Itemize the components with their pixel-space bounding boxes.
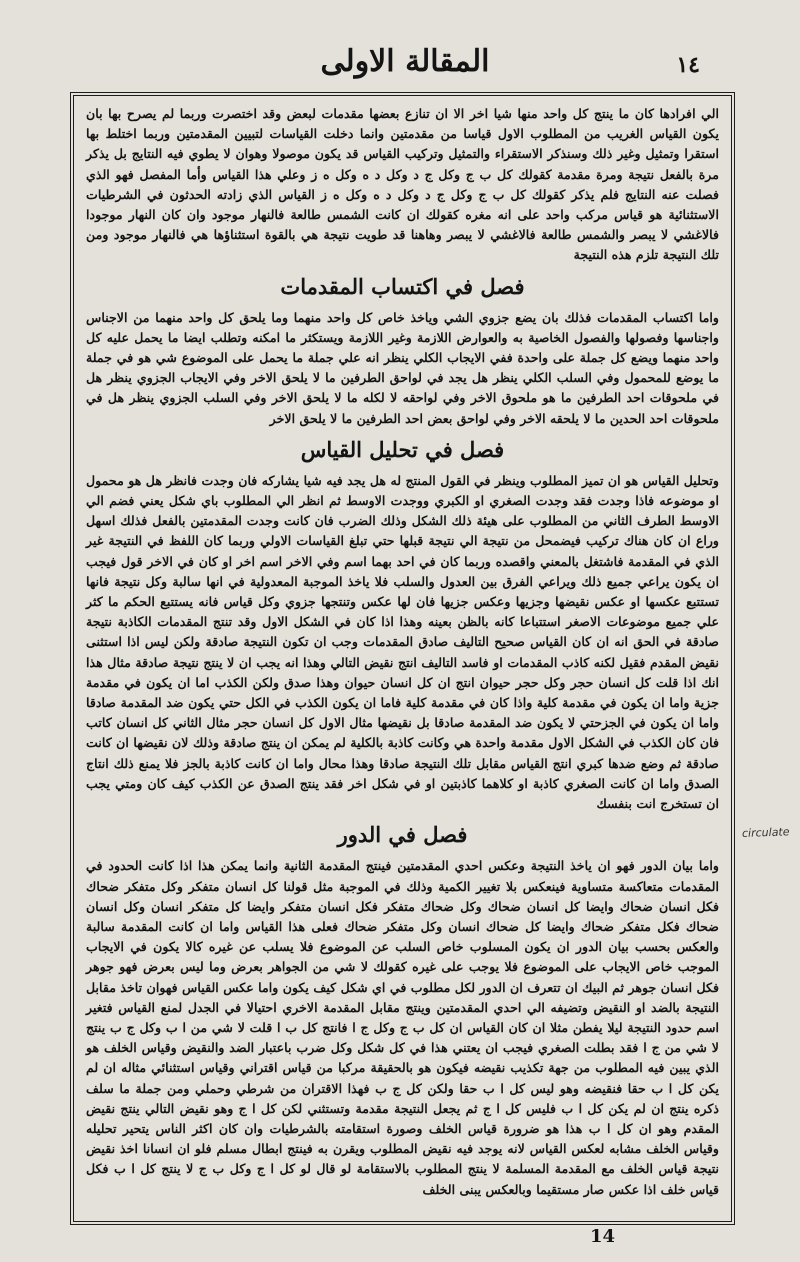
paragraph-circular-proof: واما بيان الدور فهو ان ياخذ النتيجة وعكس احدي المقدمتين فينتج المقدمة الثانية وانما يمكن هذا اذا كانت الحدود في المقدمات متعاكسة متساوية فينعكس بلا تغيير الكمية وذلك في الموجبة مثل قولنا كل انسان متفكر وكل متفكر ضحاك فكل انسان ضحاك وايضا كل انسان ضحاك وكل ضحاك متفكر فكل انسان متفكر وايضا كل متفكر انسان وكل انسان ضحاك فكل متفكر ضحاك وايضا كل ضحاك انسان وكل متفكر ضحاك فعلى هذا القياس واما ان كانت المقدمة سالبة والعكس بحسب بيان الدور ان يكون المسلوب خاص السلب عن الموضوع فلا يسلب عن غيره كالا يكون في الايجاب الموجب خاص الايجاب على الموضوع فلا يوجب على غيره كقولك لا شي من الجواهر بعرض وما ليس بعرض فهو جوهر فكل انسان جوهر ثم البيك ان تتعرف ان الدور لكل مطلوب في اي شكل كيف يكون واما عكس القياس فهوان تاخذ مقابل النتيجة بالضد او النقيض وتضيفه الي احدي المقدمتين وينتج مقابل المقدمة الاخري احتيالا في الجدل لمنع القياس فتغير اسم حدود النتيجة ليلا يفطن مثلا ان كان القياس ان كل ب ج وكل ج ا فانتج كل ب ا قلت لا شي من ا ب وكل ج ب ينتج لا شي من ج ا فقد بطلت الصغري فيجب ان يعتني هذا في كل شكل وكل ضرب باعتبار الضد والنقيض وقياس الخلف هو الذي يبين فيه المطلوب من جهة تكذيب نقيضه فيكون هو بالحقيقة مركبا من قياس اقتراني وقياس استثنائي مثاله ان لم يكن كل ا ب حقا فنقيضه وهو ليس كل ا ب حقا ولكن كل ج ب فهذا الاقتران من شرطي وحملي ومن جملة ما سلف ذكره ينتج ان لم يكن كل ا ب فليس كل ا ج ثم يجعل النتيجة مقدمة وتستثني لكن كل ا ج وهو نقيض التالي ينتج نقيض المقدم وهو ان كل ا ب هذا هو ضرورة قياس الخلف وصورة استقامته بالشرطيات وان كان اكثر الناس يتحير تحليله وقياس الخلف مشابه لعكس القياس لانه يوجد فيه نقيض المطلوب ويقرن به فينتج ابطال مسلم فلو ان انسانا اخذ نقيض نتيجة قياس الخلف مع المقدمة المسلمة لا ينتج المطلوب بالاستقامة لو قال لو كل ا ج وكل ب ج لا ينتج كل ا ب فكل قياس خلف اذا عكس صار مستقيما وبالعكس يبنى الخلف xyxy=(86,858,719,1197)
paragraph-intro: الي افرادها كان ما ينتج كل واحد منها شيا اخر الا ان تنازع بعضها مقدمات لبعض وقد اختصرت وربما لم يصرح بها بان يكون القياس الغريب من المطلوب الاول قياسا من مقدمتين وانما دخلت القياسات لتبيين المقدمتين وربما اختلط بها استقرا وتمثيل وغير ذلك وسنذكر الاستقراء والتمثيل وتركيب القياس قد يكون موصولا وهوان لا يطوي فيه النتايج بل يذكر مرة بالفعل نتيجة ومرة مقدمة كقولك كل ب ج وكل ج د وكل د ه وكل ه ز وعلي هذا القياس وأما المفصل فهو الذي فصلت عنه النتايج فلم يذكر كقولك كل ب ج وكل ج د وكل د ه وكل ه ز القياس الذي زادته الحدثون في الشرطيات الاستثنائية هو قياس مركب واحد على انه مغره كقولك ان كانت الشمس طالعة فالنهار موجود وان كان النهار موجودا فالاغشي لا يبصر والشمس طالعة فالاغشي لا يبصر وهاهنا قد طويت نتيجة هي بالقوة استثناؤها هي فالنهار موجود ومن تلك النتيجة تلزم هذه النتيجة xyxy=(86,106,719,263)
paragraph-acquiring-premises: واما اكتساب المقدمات فذلك بان يضع جزوي الشي وياخذ خاص كل واحد منهما وما يلحق كل واحد منهما من الاجناس واجناسها وفصولها والفصول الخاصية به والعوارض اللازمة وغير اللازمة ويستكثر ما امكنه وتطلب ايضا ما يحمل عليه كل واحد منهما ويضع كل جملة على واحدة ففي الايجاب الكلي ينظر انه علي جملة ما يحمل على الموضوع شي هو في جملة ما يوضع للمحمول وفي السلب الكلي ينظر هل يجد في لواحق الطرفين ما لا يلحق الاخر وفي الايجاب الجزوي ينظر هل في ملحوقات احد الطرفين ما هو ملحوق الاخر وفي لواحقه لا لكله ما لا يلحق الاخر وفي السلب الجزوي ينظر هل في ملحوقات احد الحدين ما لا يلحقه الاخر وفي لواحق بعض احد الطرفين ما لا يلحق الاخر xyxy=(86,309,719,426)
page-header xyxy=(70,38,740,90)
text-frame xyxy=(70,92,735,1225)
section-heading-circular-proof: فصل في الدور xyxy=(337,822,468,848)
section-heading-acquiring-premises: فصل في اكتساب المقدمات xyxy=(280,273,525,299)
folio-number-bottom: 14 xyxy=(590,1226,616,1247)
handwritten-margin-note: circulate xyxy=(741,825,790,840)
body-text xyxy=(86,104,719,1200)
paragraph-analysis-of-syllogism: وتحليل القياس هو ان تميز المطلوب وينظر في القول المنتج له هل يجد فيه شيا يشاركه فان وجدت فانظر هل هو محمول او موضوعه فاذا وجدت فقد وجدت الصغري او الكبري ووجدت الاوسط ثم انظر الي المطلوب باي شكل يعني فضم الي الاوسط الطرف الثاني من المطلوب على هيئة ذلك الشكل وذلك الضرب فان كانت وجدت المقدمتين بالفعل فذلك اسهل وراع ان كان هناك تركيب فيضمحل من نتيجة الي نتيجة قبلها حتي تبلغ القياسات الاولي وربما كان اللفظ في النتيجة غير الذي في المقدمة فاشتغل بالمعني واقصده وربما كان في احد بهما اسم وفي الاخر اسم اخر او كان في الاخر قول فيجب ان يكون يراعي جميع ذلك ويراعي الفرق بين العدول والسلب فلا ياخذ الموجبة المعدولية في انها سالبة وكل نتيجة فانها تستتبع عكسها او عكس نقيضها وجزيها وعكس جزيها فان لها عكس وتنتجها جزوي وكل قياس فانه يستتبع الحكم ما كثر علي جميع موضوعات الاصغر استتباعا كانه بالظن بعينه وهذا اذا كان في الشكل الاول وقد تنتج المقدمات الكاذبة نتيجة صادقة في الحق انه ان كان القياس صحيح التاليف صادق المقدمات وجب ان تكون النتيجة صادقة ولكن ليس اذا استثنى نقيض المقدم فقيل لكنه كاذب المقدمات او فاسد التاليف انتج نقيض التالي وهذا انه يجب ان لا ينتج نتيجة صادقة مثال هذا انك اذا قلت كل انسان حجر وكل حجر حيوان انتج ان كل انسان حيوان وهذا صدق ولكن الكذب اما ان يكون في مقدمة جزية واما ان يكون في مقدمة كلية واذا كان في مقدمة كلية فاما ان يكون الكذب في الكل حتي يكون ضد المقدمة صادقا واما ان يكون في الجزحتي لا يكون ضد المقدمة صادقا بل نقيضها مثال الاول كل انسان حجر مثال الثاني كل انسان كاتب فان كان الكذب في الشكل الاول مقدمة واحدة هي وكانت كاذبة بالكلية لم يمكن ان ينتج صادقة وذلك لان نقيضها ان كانت صادقة ثم وضع ضدها كبري انتج القياس مقابل تلك النتيجة صادقا وهذا محال واما ان كانت كاذبة بالجز فلا يمنع ذلك انتاج الصدق واما ان كانت الصغري كاذبة او كلاهما كاذبتين او في شكل اخر فقد ينتج الصدق عن الكذب كيف كان ومتي يجب ان تستخرج انت بنفسك xyxy=(86,472,719,812)
chapter-title: المقالة الاولى xyxy=(320,44,490,79)
folio-number-top: ١٤ xyxy=(676,52,700,78)
section-heading-analysis-of-syllogism: فصل في تحليل القياس xyxy=(300,436,505,462)
